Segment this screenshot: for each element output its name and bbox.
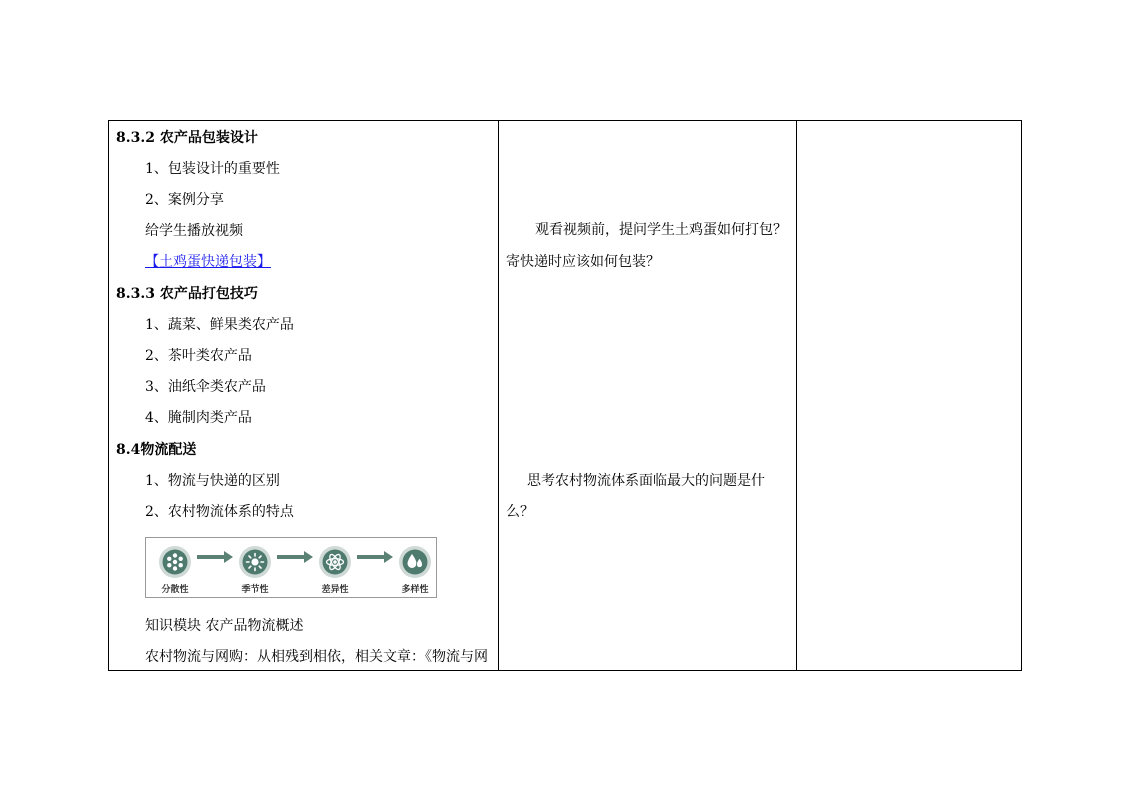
notes-column — [797, 121, 1021, 670]
arrow-right-icon — [197, 551, 233, 563]
list-item: 1、包装设计的重要性 — [145, 161, 280, 177]
scatter-icon — [158, 545, 192, 579]
feature-label: 分散性 — [161, 585, 189, 595]
section-title-8-3-2: 8.3.2 农产品包装设计 — [116, 130, 258, 146]
atom-icon — [318, 545, 352, 579]
question-text: 观看视频前，提问学生土鸡蛋如何打包？ — [535, 222, 787, 238]
play-video-text: 给学生播放视频 — [145, 223, 243, 239]
arrow-right-icon — [277, 551, 313, 563]
feature-label: 多样性 — [401, 585, 429, 595]
drops-icon — [398, 545, 432, 579]
content-column — [109, 121, 499, 670]
list-item: 3、油纸伞类农产品 — [145, 379, 266, 395]
question-text: 思考农村物流体系面临最大的问题是什 — [527, 473, 765, 489]
logistics-features-diagram — [145, 537, 437, 598]
list-item: 2、案例分享 — [145, 192, 224, 208]
list-item: 1、物流与快递的区别 — [145, 473, 280, 489]
feature-node — [235, 545, 275, 595]
question-text: 寄快递时应该如何包装？ — [506, 254, 660, 270]
section-title-8-4: 8.4物流配送 — [116, 442, 197, 458]
list-item: 4、腌制肉类产品 — [145, 410, 252, 426]
section-title-8-3-3: 8.3.3 农产品打包技巧 — [116, 286, 258, 302]
lesson-table — [108, 120, 1022, 671]
activity-column — [499, 121, 797, 670]
knowledge-module-text: 知识模块 农产品物流概述 — [145, 618, 304, 634]
feature-node — [155, 545, 195, 595]
feature-label: 差异性 — [321, 585, 349, 595]
article-text: 农村物流与网购：从相残到相依，相关文章：《物流与网 — [145, 649, 488, 665]
list-item: 2、茶叶类农产品 — [145, 348, 252, 364]
question-text: 么？ — [506, 504, 534, 520]
list-item: 1、蔬菜、鲜果类农产品 — [145, 317, 294, 333]
list-item: 2、农村物流体系的特点 — [145, 504, 294, 520]
feature-label: 季节性 — [241, 585, 269, 595]
feature-node — [395, 545, 435, 595]
feature-node — [315, 545, 355, 595]
video-link[interactable]: 【土鸡蛋快递包装】 — [145, 254, 271, 270]
sun-icon — [238, 545, 272, 579]
arrow-right-icon — [357, 551, 393, 563]
